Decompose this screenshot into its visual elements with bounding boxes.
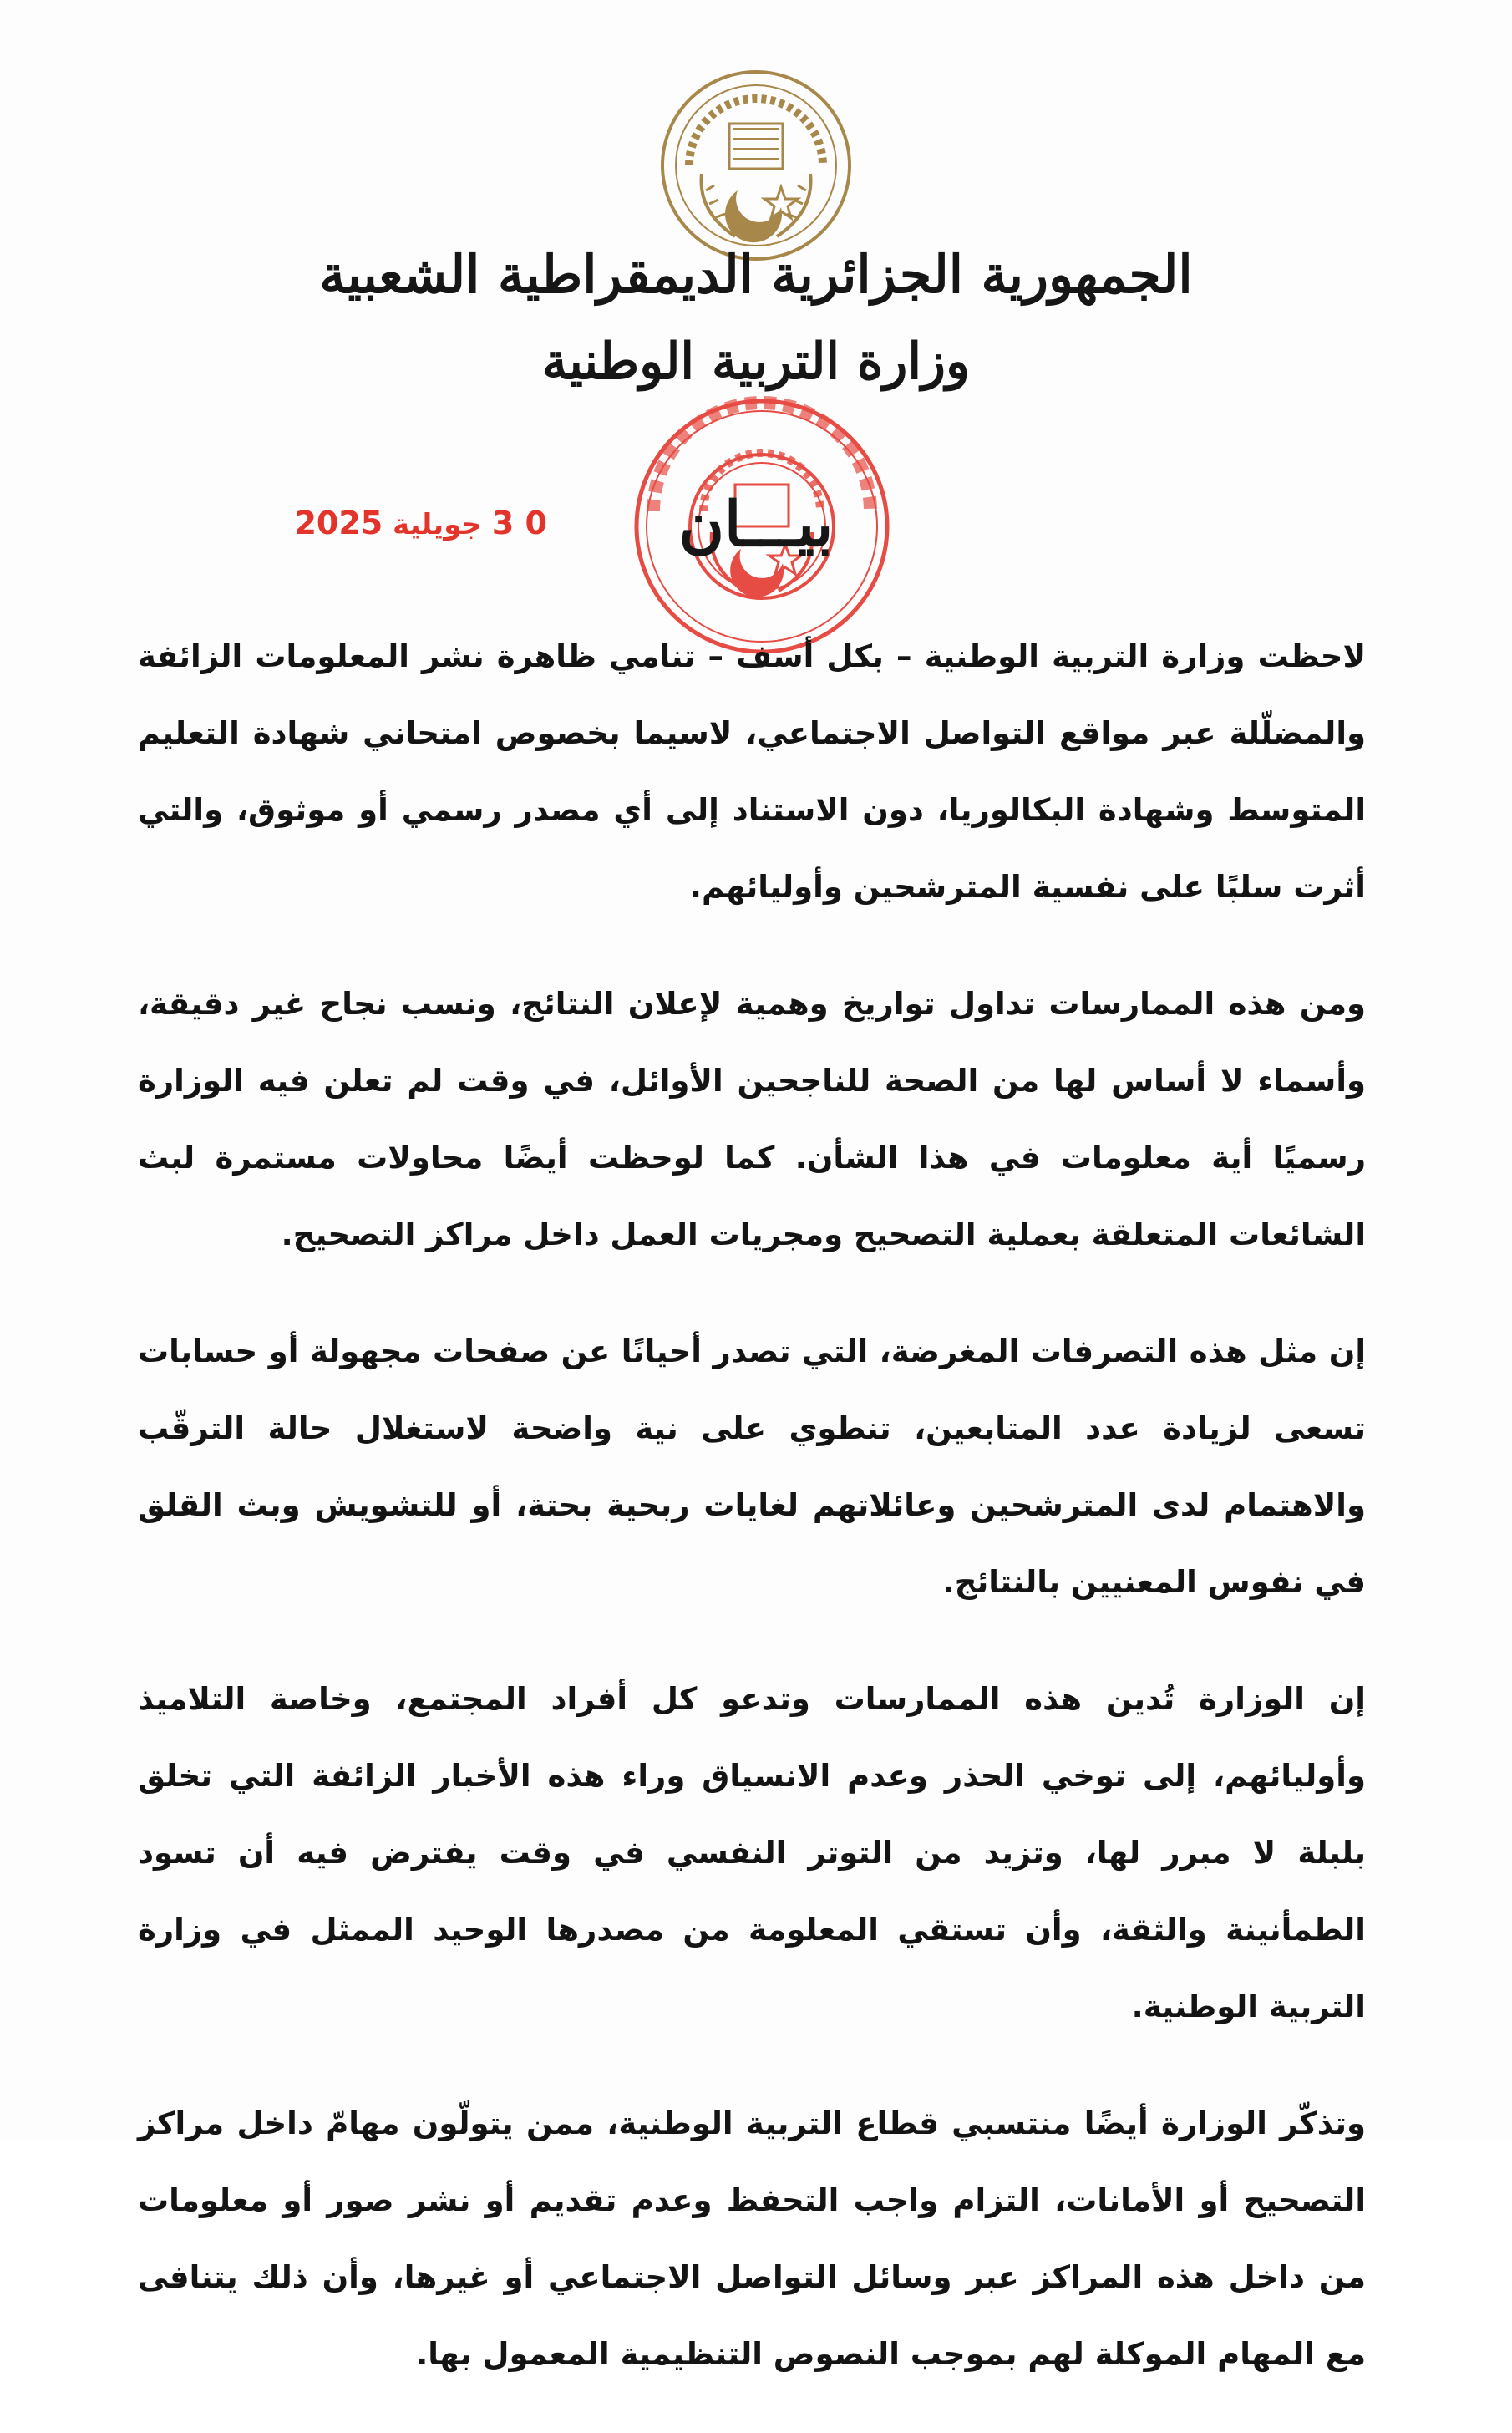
national-emblem	[656, 65, 856, 266]
statement-title: بيـــان	[678, 489, 834, 561]
paragraph: إن الوزارة تُدين هذه الممارسات وتدعو كل أفراد المجتمع، وخاصة التلاميذ وأوليائهم، إلى توخي الحذر وعدم الانسياق وراء هذه الأخبار الزائفة التي تخلق بلبلة لا مبرر لها، وتزيد من التوتر النفسي في وقت يفترض فيه أن تسود الطمأنينة والثقة، وأن تستقي المعلومة من مصدرها الوحيد الممثل في وزارة التربية الوطنية.	[138, 1681, 1366, 2024]
paragraph: ومن هذه الممارسات تداول تواريخ وهمية لإعلان النتائج، ونسب نجاح غير دقيقة، وأسماء لا أساس لها من الصحة للناجحين الأوائل، في وقت لم تعلن فيه الوزارة رسميًا أية معلومات في هذا الشأن. كما لوحظت أيضًا محاولات مستمرة لبث الشائعات المتعلقة بعملية التصحيح ومجريات العمل داخل مراكز التصحيح.	[138, 986, 1366, 1252]
ministry-name: وزارة التربية الوطنية	[541, 333, 971, 391]
statement-body	[138, 618, 1366, 2433]
paragraph: وتذكّر الوزارة أيضًا منتسبي قطاع التربية الوطنية، ممن يتولّون مهامّ داخل مراكز التصحيح أو الأمانات، التزام واجب التحفظ وعدم تقديم أو نشر صور أو معلومات من داخل هذه المراكز عبر وسائل التواصل الاجتماعي أو غيرها، وأن ذلك يتنافى مع المهام الموكلة لهم بموجب النصوص التنظيمية المعمول بها.	[138, 2105, 1366, 2372]
date-day: 0 3	[491, 505, 547, 541]
republic-name: الجمهورية الجزائرية الديمقراطية الشعبية	[319, 244, 1193, 305]
date-year: 2025	[294, 505, 383, 541]
date-month: جويلية	[393, 508, 483, 541]
date-stamp	[294, 505, 547, 546]
paragraph: إن مثل هذه التصرفات المغرضة، التي تصدر أحيانًا عن صفحات مجهولة أو حسابات تسعى لزيادة عدد المتابعين، تنطوي على نية واضحة لاستغلال حالة الترقّب والاهتمام لدى المترشحين وعائلاتهم لغايات ربحية بحتة، أو للتشويش وبث القلق في نفوس المعنيين بالنتائج.	[138, 1333, 1366, 1600]
paragraph: لاحظت وزارة التربية الوطنية – بكل أسف – تنامي ظاهرة نشر المعلومات الزائفة والمضلّلة عبر مواقع التواصل الاجتماعي، لاسيما بخصوص امتحاني شهادة التعليم المتوسط وشهادة البكالوريا، دون الاستناد إلى أي مصدر رسمي أو موثوق، والتي أثرت سلبًا على نفسية المترشحين وأوليائهم.	[138, 638, 1366, 905]
emblem-seal-graphic	[656, 65, 856, 266]
